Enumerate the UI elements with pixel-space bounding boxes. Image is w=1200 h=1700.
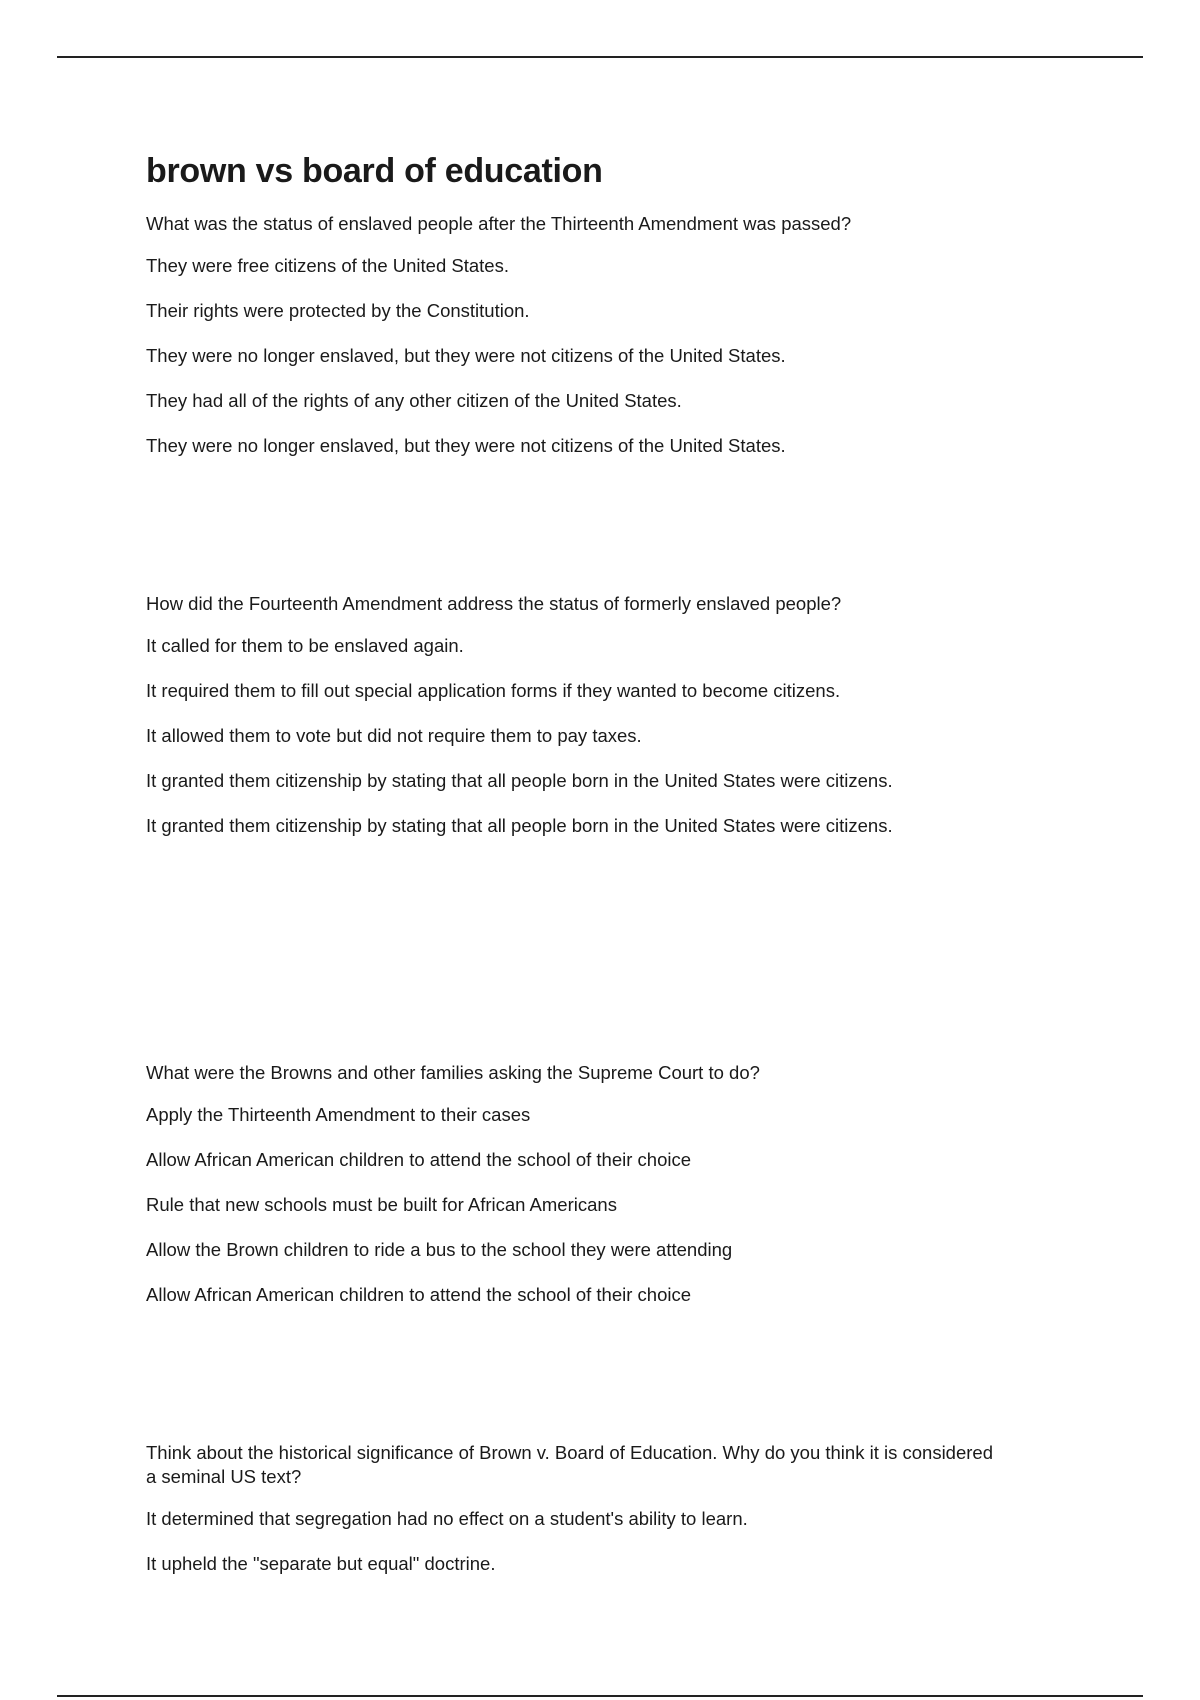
question-block-2 xyxy=(146,592,1006,838)
answer-option: It required them to fill out special application forms if they wanted to become citizens. xyxy=(146,680,841,701)
answer-option: They had all of the rights of any other citizen of the United States. xyxy=(146,390,682,411)
question-block-3 xyxy=(146,1061,1006,1307)
answer-option: It called for them to be enslaved again. xyxy=(146,635,464,656)
question-block-4 xyxy=(146,1441,1006,1576)
top-divider xyxy=(57,56,1143,58)
answer-option: They were no longer enslaved, but they were not citizens of the United States. xyxy=(146,345,786,366)
answer-option: It allowed them to vote but did not require them to pay taxes. xyxy=(146,725,642,746)
answer-option: It upheld the "separate but equal" doctrine. xyxy=(146,1553,496,1574)
question-text: Think about the historical significance of Brown v. Board of Education. Why do you think it is considered a seminal US text? xyxy=(146,1442,993,1487)
answer-option: Rule that new schools must be built for African Americans xyxy=(146,1194,617,1215)
answer-option: Their rights were protected by the Constitution. xyxy=(146,300,530,321)
question-text: How did the Fourteenth Amendment address the status of formerly enslaved people? xyxy=(146,593,842,614)
bottom-divider xyxy=(57,1695,1143,1697)
question-block-1 xyxy=(146,212,1006,458)
answer-option: Apply the Thirteenth Amendment to their cases xyxy=(146,1104,531,1125)
document-title: brown vs board of education xyxy=(146,152,603,190)
answer-option: Allow the Brown children to ride a bus to the school they were attending xyxy=(146,1239,733,1260)
answer-option: It determined that segregation had no effect on a student's ability to learn. xyxy=(146,1508,748,1529)
correct-answer: It granted them citizenship by stating that all people born in the United States were citizens. xyxy=(146,815,893,836)
answer-option: It granted them citizenship by stating that all people born in the United States were citizens. xyxy=(146,770,893,791)
question-text: What were the Browns and other families asking the Supreme Court to do? xyxy=(146,1062,760,1083)
answer-option: They were free citizens of the United States. xyxy=(146,255,509,276)
correct-answer: Allow African American children to attend the school of their choice xyxy=(146,1284,692,1305)
document-body xyxy=(146,150,1006,1597)
correct-answer: They were no longer enslaved, but they were not citizens of the United States. xyxy=(146,435,786,456)
answer-option: Allow African American children to attend the school of their choice xyxy=(146,1149,692,1170)
question-text: What was the status of enslaved people after the Thirteenth Amendment was passed? xyxy=(146,213,852,234)
